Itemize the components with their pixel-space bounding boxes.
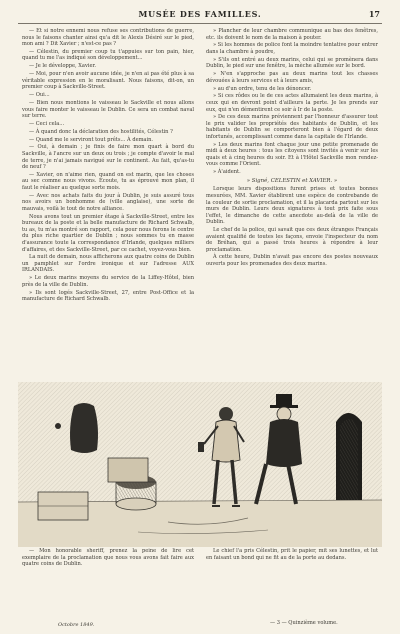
paragraph: — À quand donc la déclaration des hostilités, Célestin ? bbox=[29, 128, 173, 135]
paragraph: — Moi, pour n'en avoir aucune idée, je n'en ai pas été plus à sa véritable expression en le moralisant. Nous faisons, dit-on, un premier coup à Sackville-Street. bbox=[22, 71, 194, 91]
paragraph: » Si les hommes de police font la moindre tentative pour entrer dans la chambre à poudre, bbox=[206, 42, 378, 55]
date-caption: Octobre 1849. bbox=[58, 622, 95, 628]
paragraph: — Oui, à demain ; je finis de faire mon quart à bord du Sackville, à l'ancre sur un deux ou trois ; je compte d'avoir le mal de terre, je n'ai jamais navigué sur le continent. Au fait, qu'as-tu de neuf ? bbox=[22, 144, 194, 171]
paragraph: » Ils sont logés Sackville-Street, 27, entre Post-Office et la manufacture de Richard Schwalb. bbox=[22, 289, 194, 303]
engraving-illustration bbox=[18, 382, 382, 632]
paragraph: — Quand me le serviront tout prêts... À demain. bbox=[29, 136, 153, 143]
bottom-paragraph-right bbox=[206, 548, 378, 561]
paragraph: » Le deux marins moyens du service de la Liffey-Hôtel, bien près de la ville de Dublin. bbox=[22, 275, 194, 288]
paragraph: — Oui... bbox=[29, 92, 50, 99]
paragraph: La nuit de demain, nous afficherons aux quatre coins de Dublin un pamphlet sur l'ordre ironique et sur l'adresse AUX IRLANDAIS. bbox=[22, 254, 194, 274]
page-number: 17 bbox=[368, 9, 380, 19]
paragraph: » N'en s'approche pas au deux marins tout les chasses dévouées à leurs services et à leurs amis, bbox=[206, 71, 378, 84]
engraving-image bbox=[18, 382, 382, 547]
paragraph: » À'aident. bbox=[213, 169, 241, 176]
paragraph: Nous avons tout un premier étage à Sackville-Street, entre les bureaux de la poste et la belle manufacture de Richard Schwalb, tu as, tu m'as montré son rapport, cela pour nous ferons le centre du plus riche quartier de Dublin ; nous sommes tu en masse d'assurance toute la correspondance d'Irlande, quelques milliers d'affaires, et des Sackville-Street, par ce cachet, voyez-vous bien. bbox=[22, 213, 194, 253]
paragraph: — Ceci cela... bbox=[29, 120, 65, 127]
paragraph: À cette heure, Dublin n'avait pas encore des postes nouveaux ouverts pour les promenades des deux marins. bbox=[206, 254, 378, 268]
paragraph: — Je le développe, Xavier. bbox=[29, 63, 96, 70]
paragraph: — Et si notre ennemi nous refuse ses contributions de guerre, nous le faisons chanter ainsi qu'a dit le Alexis Désiré sur le pied, mon ami ? Dit Xavier ; n'est-ce pas ? bbox=[22, 28, 194, 48]
paragraph: » De ces deux marins préviennent par l'honneur d'assurer tout le prix valider les propriétés des habitants de Dublin, et les habitants de Dublin se comporteront bien à l'égard de deux infortunés, accomplissant comme dans la capitale de l'Irlande. bbox=[206, 114, 378, 140]
paragraph: » Plancher de leur chambre communique au bas des fenêtres, etc. ils doivent le nom de la maison à pouter. bbox=[206, 28, 378, 41]
paragraph: — Avec nos achats faits du jour à Dublin, je suis assuré tous nos avoirs un bonhomme de (ville anglaise), une sorte de mauvais, voilà le tout de notre alliance. bbox=[22, 192, 194, 212]
paragraph: » Les deux marins font chaque jour une petite promenade de midi à deux heures : tous les citoyens sont invités à venir sur les quais et à cinq heures du soir. Et à l'Hôtel Sackville mon rendez-vous comme l'Orient. bbox=[206, 141, 378, 168]
paragraph: » Si ces rôdes ou le de ces actes allumaient les deux marins, à ceux qui en devront point d'ailleurs la perte. Je les prends sur eux, qui n'en démentirent ce soir à Ir de la poste. bbox=[206, 93, 378, 113]
text-column-left bbox=[22, 28, 194, 304]
paragraph: — Bien nous montions le vaisseau le Sackville et nous allons vous faire monter le vaisseau le Dublin. Ce sera un combat naval sur terre. bbox=[22, 99, 194, 120]
paragraph: — Xavier, on n'aime rien, quand on est marin, que les choses au sec comme nous vivons. Écoute, tu as éprouvé mon plan, il faut le réaliser au quelque sorte mois. bbox=[22, 171, 194, 191]
text-column-right bbox=[206, 28, 378, 269]
page-header bbox=[18, 9, 382, 24]
paragraph: » S'ils ont entré au deux marins, celui qui se promènera dans Dublin, le pied sur une fenêtre, la mèche allumée sur le bord. bbox=[206, 56, 378, 70]
paragraph: » au d'un ordre, tenu de les dénoncer. bbox=[213, 85, 312, 92]
paragraph: — Célestin, du premier coup tu t'appuies sur ton pain, hier, quand tu me l'as indiqué son développement... bbox=[22, 48, 194, 62]
running-title: MUSÉE DES FAMILLES. bbox=[138, 9, 262, 19]
bottom-paragraph-left bbox=[22, 548, 194, 568]
paragraph: Le chef de la police, qui savait que ces deux étranges Français avaient qualifié de toutes les façons, envoie l'inspecteur du nom de Bréhan, qui a passé trois heures à répondre à leur proclamation. bbox=[206, 226, 378, 253]
paragraph: Le chief l'a pris Célestin, prit le papier, mit ses lunettes, et lut en faisant un bond qui ne fit au de la porte au dedans. bbox=[206, 548, 378, 561]
signature: » Signé, CELESTIN et XAVIER. » bbox=[246, 177, 338, 184]
paragraph: Lorsque leurs dispositions furent prises et toutes bonnes mesurées, MM. Xavier établirent une espèce de contrebande de la couleur de sortie proclamation, et il la placarda partout sur les murs de Dublin. Leurs deux signatures à tout prix faite sous l'effet, le dimanche de cette anecdote au-delà de la ville de Dublin. bbox=[206, 186, 378, 226]
paragraph: — Mon honorable sheriff, prenez la peine de lire cet exemplaire de la proclamation que nous vous avons fait faire aux quatre coins de Dublin. bbox=[22, 548, 194, 568]
footer-note: — 3 — Quinzième volume. bbox=[270, 620, 338, 626]
